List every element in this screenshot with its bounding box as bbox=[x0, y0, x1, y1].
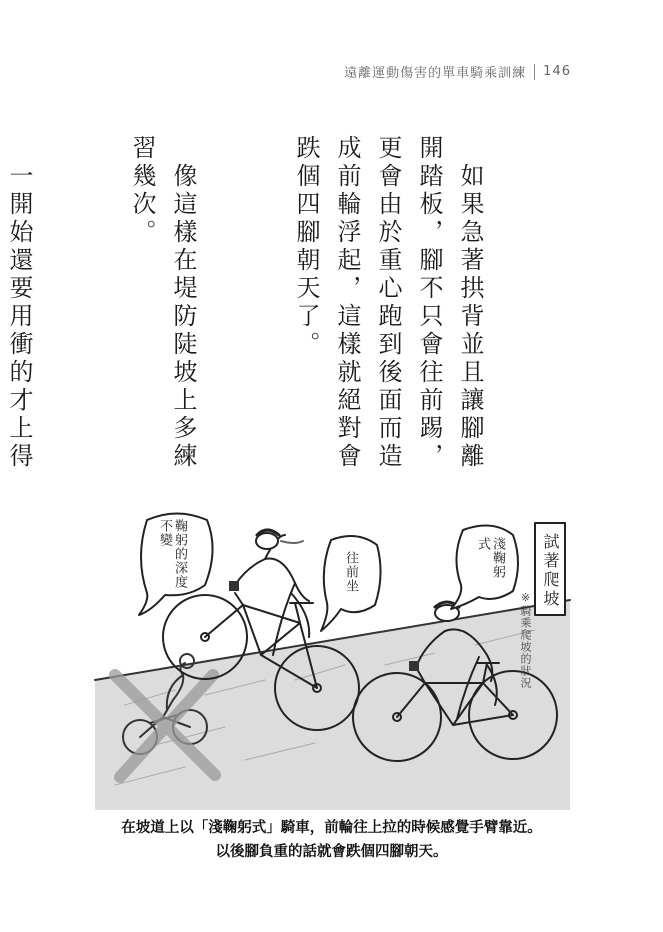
caption-line-1: 在坡道上以「淺鞠躬式」騎車，前輪往上拉的時候感覺手臂靠近。 bbox=[121, 820, 542, 836]
header-divider bbox=[534, 64, 535, 80]
paragraph: 如果急著拱背並且讓腳離開踏板，腳不只會往前踢，更會由於重心跑到後面而造成前輪浮起，這樣就絕對會跌個四腳朝天了。 bbox=[292, 135, 484, 471]
vertical-body-text bbox=[5, 135, 572, 495]
paragraph: 像這樣在堤防陡坡上多練習幾次。 bbox=[128, 135, 197, 471]
figure-note: ※騎乘爬坡的狀況 bbox=[519, 591, 532, 689]
cycling-illustration bbox=[95, 505, 570, 810]
bubble-sit-forward: 往前坐 bbox=[343, 551, 358, 593]
book-title: 遠離運動傷害的單車騎乘訓練 bbox=[344, 66, 527, 81]
running-header bbox=[344, 62, 571, 81]
bubble-depth-unchanged: 鞠躬的深度不變 bbox=[157, 519, 187, 589]
figure-title: 試著爬坡 bbox=[541, 533, 560, 609]
bubble-shallow-bow: 淺鞠躬式 bbox=[475, 537, 505, 579]
caption-line-2: 以後腳負重的話就會跌個四腳朝天。 bbox=[215, 844, 448, 860]
page-number: 146 bbox=[543, 64, 571, 79]
paragraph: 一開始還要用衝的才上得 bbox=[5, 163, 33, 471]
